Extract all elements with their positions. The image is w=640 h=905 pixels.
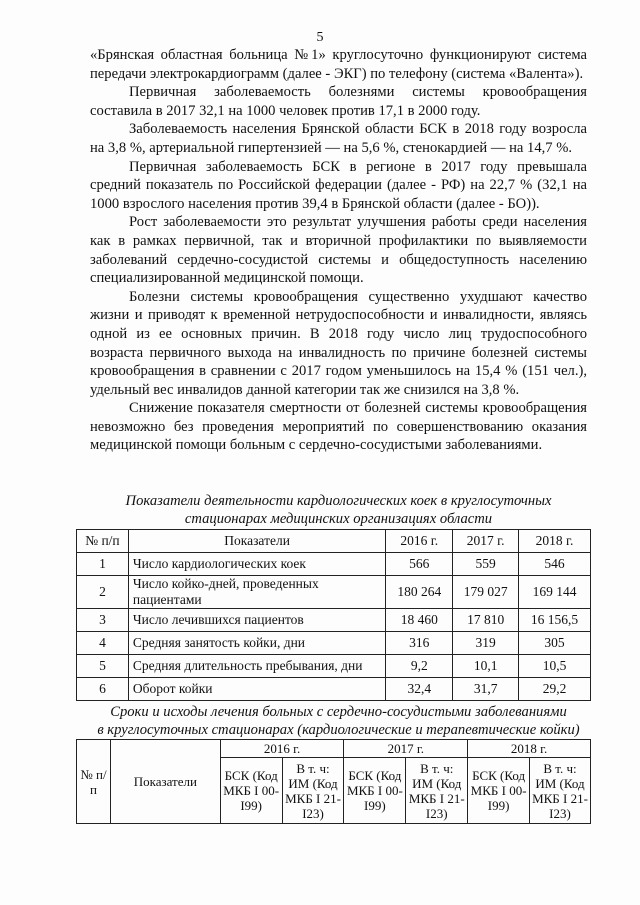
paragraph: Болезни системы кровообращения существенно ухудшают качество жизни и приводят к временной нетрудоспособности и инвалидности, являясь одной из ее основных причин. В 2018 году число лиц трудоспособного возраста первичного выхода на инвалидность по причине болезней системы кровообращения в сравнении с 2017 годом уменьшилось на 15,4 % (151 чел.), удельный вес инвалидов данной категории так же снизился на 3,8 %. [90,288,587,398]
cell: 32,4 [386,678,453,701]
table-row [77,609,591,632]
treatment-outcomes-table [76,739,591,824]
caption-line: стационарах медицинских организациях области [184,511,493,527]
cell: 10,5 [519,655,591,678]
header-cell: № п/п [77,530,129,553]
year-header: 2018 г. [468,740,591,758]
table2-caption [90,703,587,739]
cell: 1 [77,553,129,576]
cell: 179 027 [453,576,519,609]
cell: 566 [386,553,453,576]
cell: 17 810 [453,609,519,632]
paragraph: Первичная заболеваемость БСК в регионе в 2017 году превышала средний показатель по Российской федерации (далее - РФ) на 22,7 % (32,1 на 1000 взрослого населения против 39,4 в Брянской области (далее - БО)). [90,158,587,212]
table1-caption [90,492,587,528]
cell: 3 [77,609,129,632]
cell: 6 [77,678,129,701]
cell: 546 [519,553,591,576]
cell: 5 [77,655,129,678]
paragraph: «Брянская областная больница №1» круглосуточно функционируют система передачи электрокардиограмм (далее - ЭКГ) по телефону (система «Валента»). [90,47,587,82]
cell: Оборот койки [128,678,385,701]
header-cell: Показатели [128,530,385,553]
cell: 31,7 [453,678,519,701]
cardiology-beds-table [76,529,591,701]
body-text [90,46,587,455]
header-cell: БСК (Код МКБ I 00-I99) [468,758,530,824]
cell: Число лечившихся пациентов [128,609,385,632]
cell: Число кардиологических коек [128,553,385,576]
cell: 305 [519,632,591,655]
cell: 169 144 [519,576,591,609]
cell: 9,2 [386,655,453,678]
header-cell: В т. ч: ИМ (Код МКБ I 21-I23) [530,758,591,824]
cell: Число койко-дней, проведенных пациентами [128,576,385,609]
table-row [77,678,591,701]
year-header: 2016 г. [220,740,344,758]
cell: Средняя длительность пребывания, дни [128,655,385,678]
header-cell: Показатели [110,740,220,824]
cell: 18 460 [386,609,453,632]
table-row [77,632,591,655]
cell: 319 [453,632,519,655]
caption-line: в круглосуточных стационарах (кардиологические и терапевтические койки) [97,722,580,738]
header-cell: 2016 г. [386,530,453,553]
cell: 316 [386,632,453,655]
cell: 180 264 [386,576,453,609]
header-cell: В т. ч: ИМ (Код МКБ I 21-I23) [282,758,344,824]
table-row [77,576,591,609]
table-row [77,553,591,576]
cell: Средняя занятость койки, дни [128,632,385,655]
paragraph: Снижение показателя смертности от болезней системы кровообращения невозможно без проведения мероприятий по совершенствованию оказания медицинской помощи больным с сердечно-сосудистыми заболеваниями. [90,400,587,454]
cell: 559 [453,553,519,576]
caption-line: Показатели деятельности кардиологических коек в круглосуточных [125,493,552,509]
table-row [77,655,591,678]
cell: 10,1 [453,655,519,678]
paragraph: Рост заболеваемости это результат улучшения работы среди населения как в рамках первичной, так и вторичной профилактики по выявляемости заболеваний сердечно-сосудистой системы и общедоступность населению специализированной медицинской помощи. [90,214,587,287]
paragraph: Первичная заболеваемость болезнями системы кровообращения составила в 2017 32,1 на 1000 человек против 17,1 в 2000 году. [90,84,587,119]
paragraph: Заболеваемость населения Брянской области БСК в 2018 году возросла на 3,8 %, артериальной гипертензией — на 5,6 %, стенокардией — на 14,7 %. [90,121,587,156]
header-cell: БСК (Код МКБ I 00-I99) [220,758,282,824]
cell: 4 [77,632,129,655]
year-header: 2017 г. [344,740,468,758]
header-cell: 2018 г. [519,530,591,553]
caption-line: Сроки и исходы лечения больных с сердечно-сосудистыми заболеваниями [110,704,567,720]
table-header-row [77,530,591,553]
header-cell: В т. ч: ИМ (Код МКБ I 21-I23) [406,758,468,824]
cell: 29,2 [519,678,591,701]
header-cell: № п/п [77,740,111,824]
table-header-row [77,740,591,758]
cell: 16 156,5 [519,609,591,632]
cell: 2 [77,576,129,609]
header-cell: БСК (Код МКБ I 00-I99) [344,758,406,824]
page-number: 5 [316,30,324,45]
header-cell: 2017 г. [453,530,519,553]
